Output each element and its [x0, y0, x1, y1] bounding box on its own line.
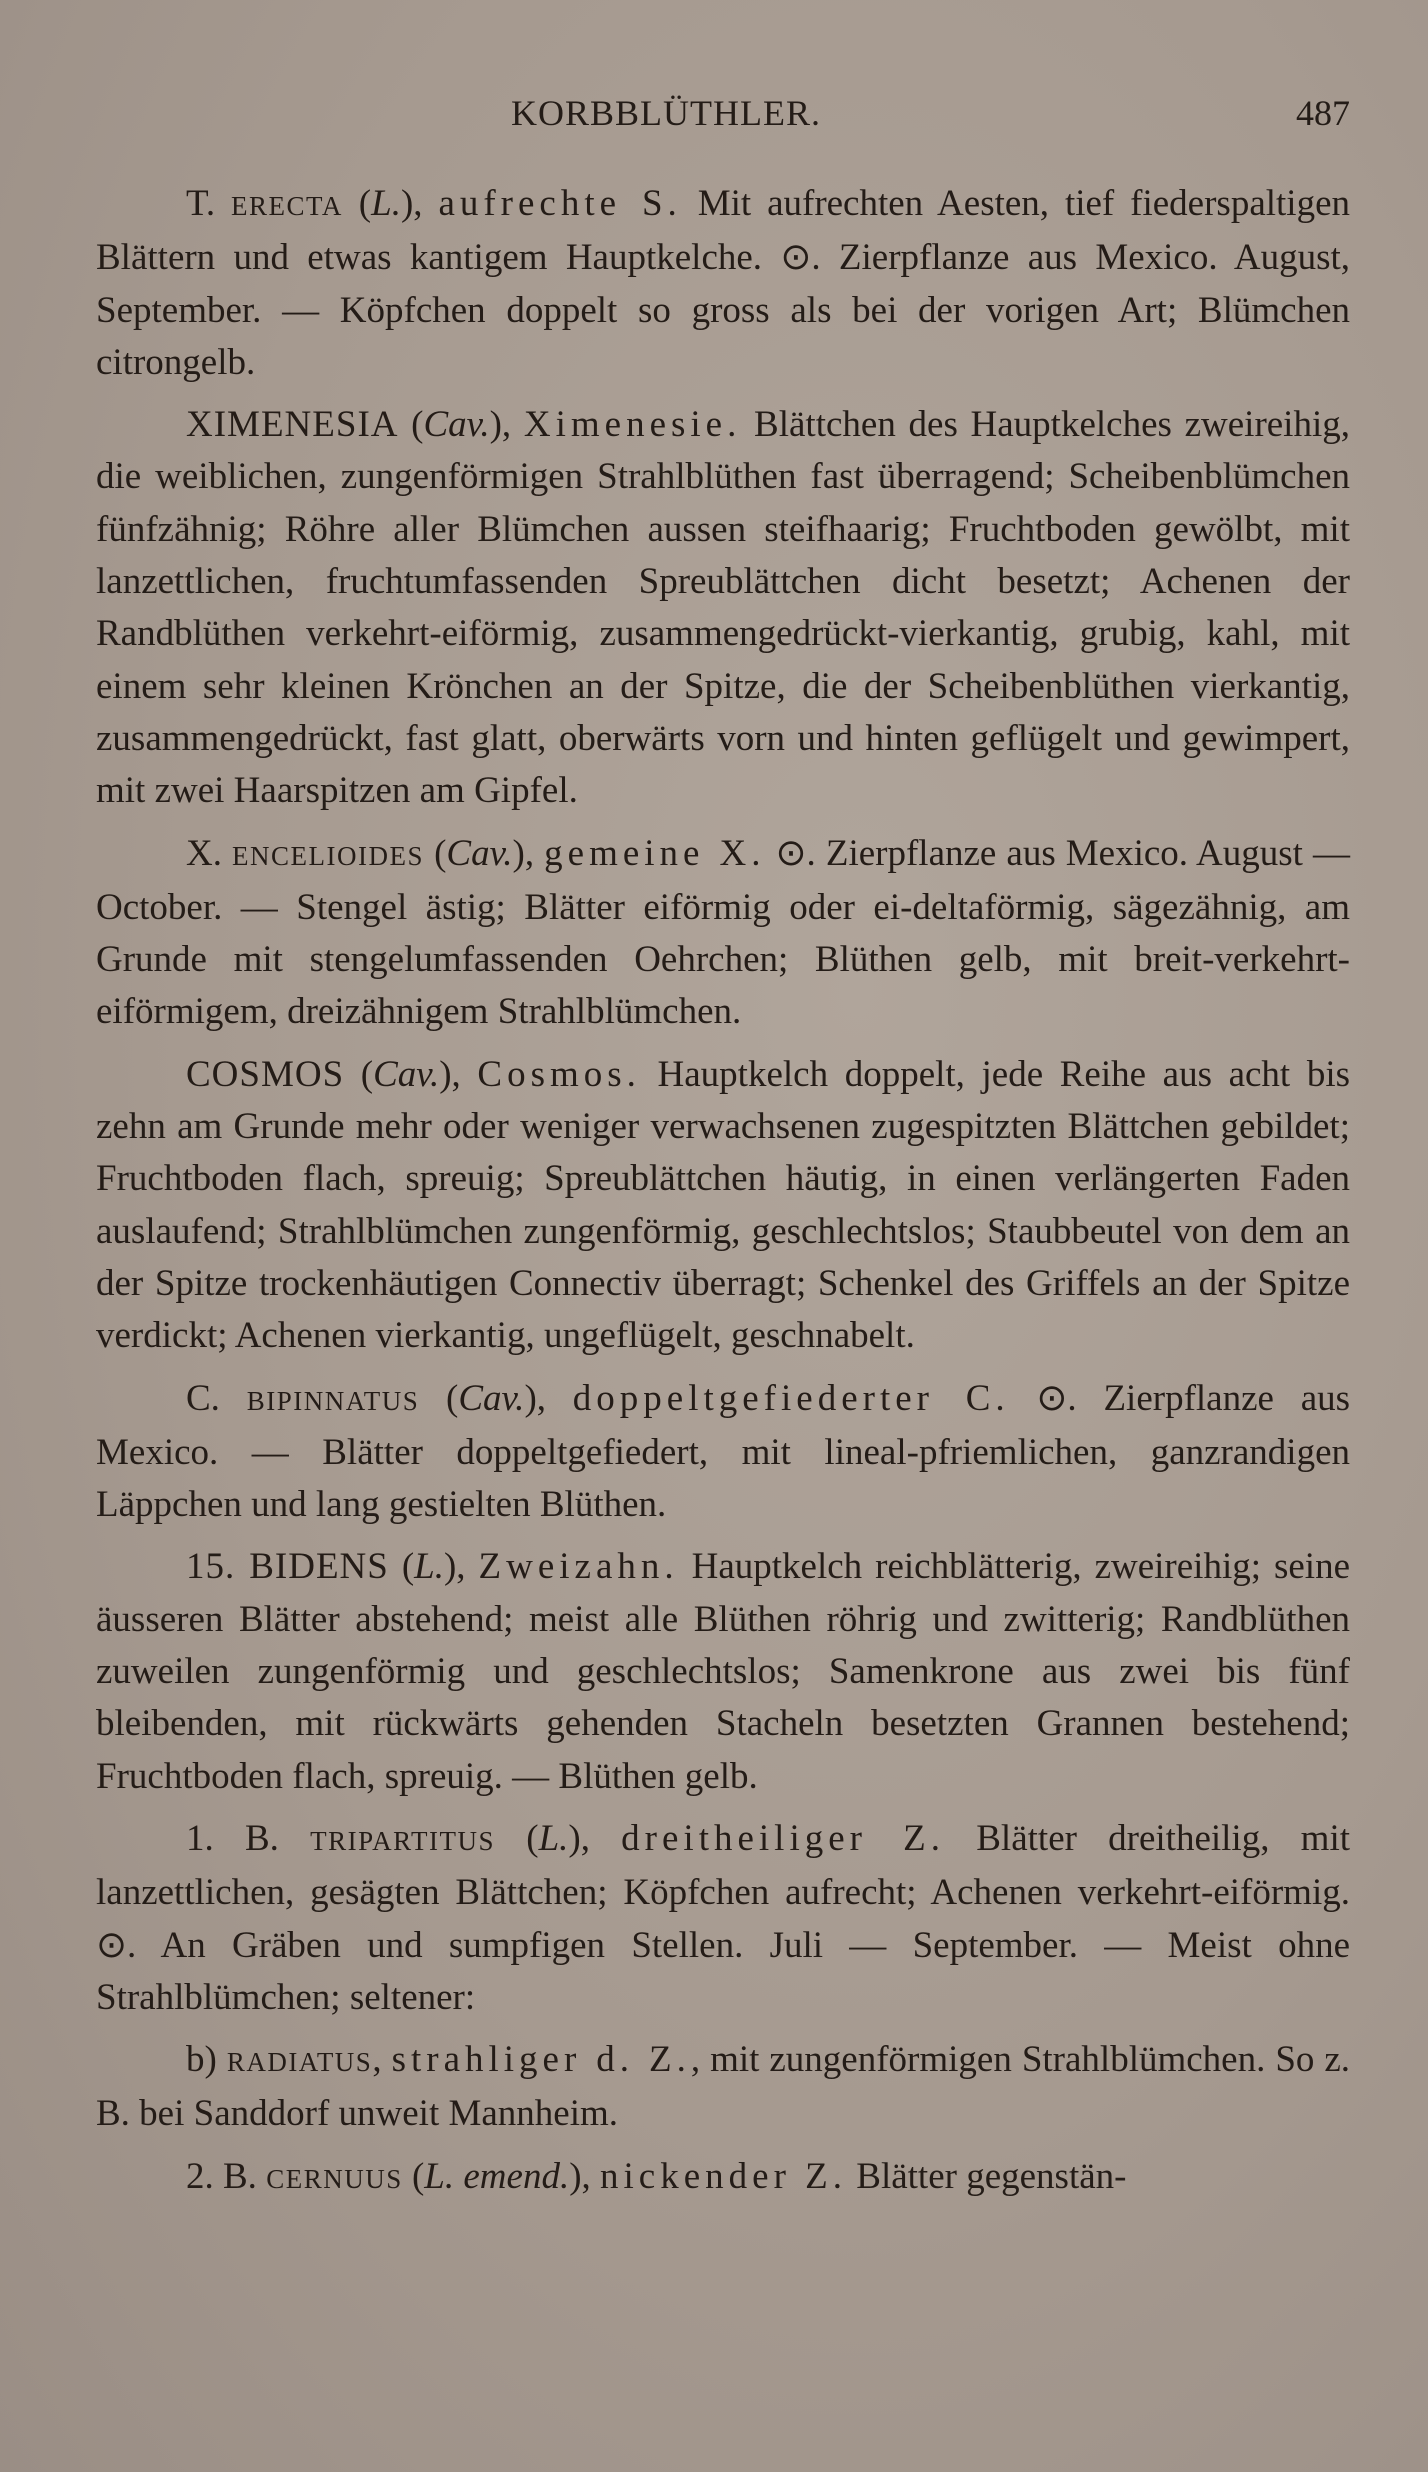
body-text	[96, 178, 1350, 2215]
page-header	[96, 92, 1350, 142]
paragraph-bidens: 15. BIDENS (L.), Zweizahn. Hauptkelch reichblätterig, zweireihig; seine äusseren Blätter abstehend; meist alle Blüthen röhrig und zwitterig; Randblüthen zuweilen zungenförmig und geschlechtslos; Samenkrone aus zwei bis fünf bleibenden, mit rückwärts gehenden Stacheln besetzten Grannen bestehend; Fruchtboden flach, spreuig. — Blüthen gelb.	[96, 1546, 1350, 1797]
paragraph-ximenesia: XIMENESIA (Cav.), Ximenesie. Blättchen des Hauptkelches zweireihig, die weiblichen, zungenförmigen Strahlblüthen fast überragend; Scheibenblümchen fünfzähnig; Röhre aller Blümchen aussen steifhaarig; Fruchtboden gewölbt, mit lanzettlichen, fruchtumfassenden Spreublättchen dicht besetzt; Achenen der Randblüthen verkehrt-eiförmig, zusammengedrückt-vierkantig, grubig, kahl, mit einem sehr kleinen Krönchen an der Spitze, die der Scheibenblüthen vierkantig, zusammengedrückt, fast glatt, oberwärts vorn und hinten geflügelt und gewimpert, mit zwei Haarspitzen am Gipfel.	[96, 404, 1350, 812]
paragraph-cosmos-bipinnatus: C. BIPINNATUS (Cav.), doppeltgefiederter C. ⊙. Zierpflanze aus Mexico. — Blätter doppeltgefiedert, mit lineal-pfriemlichen, ganzrandigen Läppchen und lang gestielten Blüthen.	[96, 1377, 1351, 1526]
paragraph-ximenesia-encelioides: X. ENCELIOIDES (Cav.), gemeine X. ⊙. Zierpflanze aus Mexico. August — October. — Stengel ästig; Blätter eiförmig oder ei-deltaförmig, sägezähnig, am Grunde mit stengelumfassenden Oehrchen; Blüthen gelb, mit breit-verkehrt-eiförmigem, dreizähnigem Strahlblümchen.	[96, 832, 1351, 1033]
paragraph-tagetes-erecta: T. ERECTA (L.), aufrechte S. Mit aufrechten Aesten, tief fiederspaltigen Blättern und etwas kantigem Hauptkelche. ⊙. Zierpflanze aus Mexico. August, September. — Köpfchen doppelt so gross als bei der vorigen Art; Blümchen citrongelb.	[96, 183, 1351, 383]
running-title: KORBBLÜTHLER.	[511, 93, 821, 133]
paragraph-bidens-tripartitus: 1. B. TRIPARTITUS (L.), dreitheiliger Z. Blätter dreitheilig, mit lanzettlichen, gesägten Blättchen; Köpfchen aufrecht; Achenen verkehrt-eiförmig. ⊙. An Gräben und sumpfigen Stellen. Juli — September. — Meist ohne Strahlblümchen; seltener:	[96, 1817, 1351, 2018]
page-number: 487	[1296, 93, 1350, 133]
paragraph-bidens-cernuus: 2. B. CERNUUS (L. emend.), nickender Z. Blätter gegenstän-	[186, 2155, 1127, 2197]
paragraph-bidens-radiatus: b) RADIATUS, strahliger d. Z., mit zungenförmigen Strahlblümchen. So z. B. bei Sanddorf unweit Mannheim.	[96, 2039, 1351, 2135]
paragraph-cosmos: COSMOS (Cav.), Cosmos. Hauptkelch doppelt, jede Reihe aus acht bis zehn am Grunde mehr oder weniger verwachsenen zugespitzten Blättchen gebildet; Fruchtboden flach, spreuig; Spreublättchen häutig, in einen verlängerten Faden auslaufend; Strahlblümchen zungenförmig, geschlechtslos; Staubbeutel von dem an der Spitze trockenhäutigen Connectiv überragt; Schenkel des Griffels an der Spitze verdickt; Achenen vierkantig, ungeflügelt, geschnabelt.	[96, 1053, 1350, 1357]
